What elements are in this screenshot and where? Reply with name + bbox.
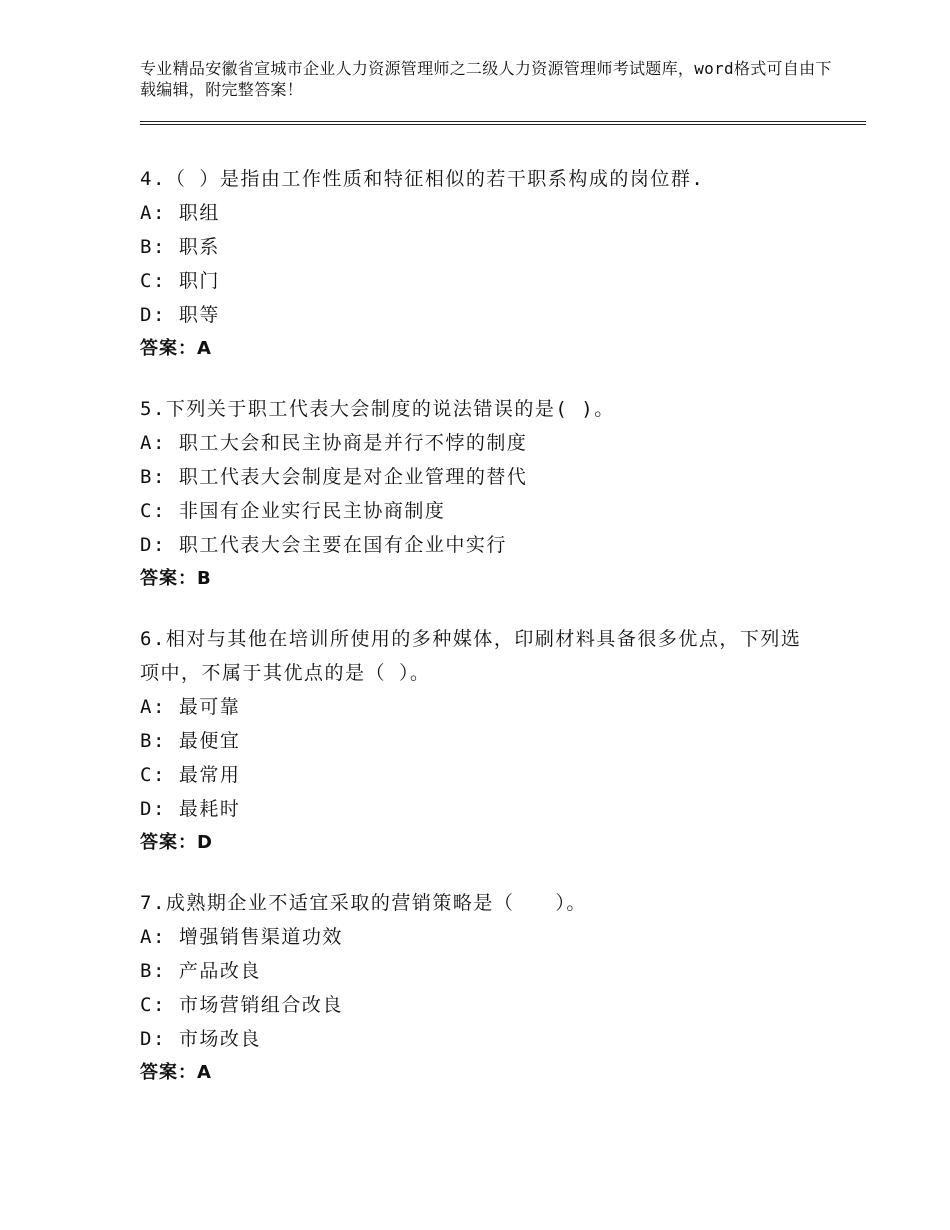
question-stem: 4.（ ）是指由工作性质和特征相似的若干职系构成的岗位群. bbox=[140, 168, 705, 190]
question-list bbox=[140, 162, 820, 1116]
question-stem: 6.相对与其他在培训所使用的多种媒体，印刷材料具备很多优点，下列选项中，不属于其优点的是（ ）。 bbox=[140, 628, 802, 684]
question-6 bbox=[140, 622, 820, 860]
answer-label: 答案：D bbox=[140, 832, 213, 853]
document-title: 专业精品安徽省宣城市企业人力资源管理师之二级人力资源管理师考试题库，word格式可自由下载编辑，附完整答案！ bbox=[140, 59, 832, 99]
option-c: C: 市场营销组合改良 bbox=[140, 994, 343, 1016]
question-5 bbox=[140, 392, 820, 596]
document-header bbox=[140, 58, 840, 100]
option-a: A: 职工大会和民主协商是并行不悖的制度 bbox=[140, 432, 528, 454]
option-d: D: 职工代表大会主要在国有企业中实行 bbox=[140, 534, 507, 556]
question-4 bbox=[140, 162, 820, 366]
question-stem: 7.成熟期企业不适宜采取的营销策略是（ ）。 bbox=[140, 892, 587, 914]
answer-label: 答案：A bbox=[140, 338, 212, 359]
option-a: A: 职组 bbox=[140, 202, 220, 224]
option-c: C: 最常用 bbox=[140, 764, 241, 786]
option-c: C: 非国有企业实行民主协商制度 bbox=[140, 500, 446, 522]
option-b: B: 最便宜 bbox=[140, 730, 241, 752]
answer-label: 答案：A bbox=[140, 1062, 212, 1083]
header-divider-top bbox=[140, 121, 866, 122]
option-c: C: 职门 bbox=[140, 270, 220, 292]
option-b: B: 产品改良 bbox=[140, 960, 261, 982]
header-divider-bottom bbox=[140, 124, 866, 125]
option-d: D: 职等 bbox=[140, 304, 220, 326]
option-d: D: 市场改良 bbox=[140, 1028, 261, 1050]
answer-label: 答案：B bbox=[140, 568, 212, 589]
question-stem: 5.下列关于职工代表大会制度的说法错误的是( )。 bbox=[140, 398, 615, 420]
option-b: B: 职工代表大会制度是对企业管理的替代 bbox=[140, 466, 528, 488]
option-d: D: 最耗时 bbox=[140, 798, 241, 820]
question-7 bbox=[140, 886, 820, 1090]
option-b: B: 职系 bbox=[140, 236, 220, 258]
option-a: A: 最可靠 bbox=[140, 696, 241, 718]
option-a: A: 增强销售渠道功效 bbox=[140, 926, 343, 948]
